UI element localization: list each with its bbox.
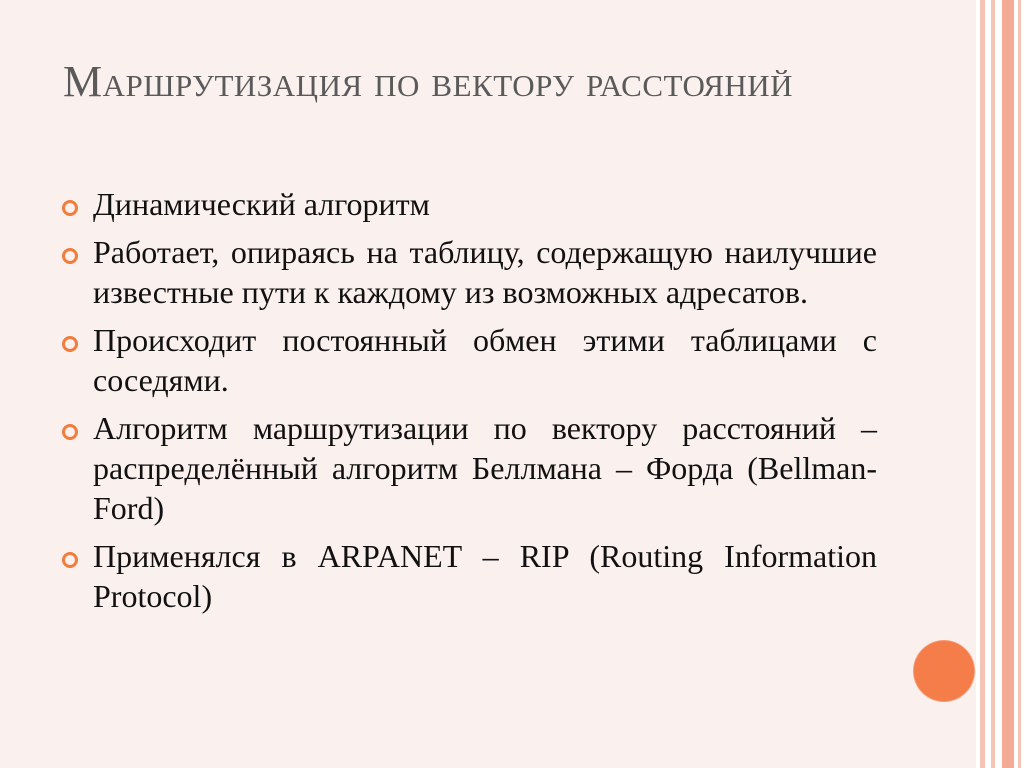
stripe: [991, 0, 995, 768]
bullet-item: [0, 232, 877, 312]
stripe: [1018, 0, 1021, 768]
circle-bullet-icon: [62, 336, 78, 352]
bullet-list: [0, 184, 940, 624]
bullet-item: [0, 536, 877, 616]
bullet-text: Применялся в ARPANET – RIP (Routing Information Protocol): [93, 538, 877, 614]
circle-bullet-icon: [62, 200, 78, 216]
bullet-item: [0, 184, 877, 224]
slide-title: Маршрутизация по вектору расстояний: [63, 57, 794, 106]
stripe: [980, 0, 985, 768]
circle-bullet-icon: [62, 248, 78, 264]
stripe: [1002, 0, 1014, 768]
bullet-text: Происходит постоянный обмен этими таблицами с соседями.: [93, 322, 877, 398]
bullet-text: Работает, опираясь на таблицу, содержащую наилучшие известные пути к каждому из возможных адресатов.: [93, 234, 877, 310]
circle-bullet-icon: [62, 552, 78, 568]
bullet-item: [0, 320, 877, 400]
bullet-text: Алгоритм маршрутизации по вектору расстояний – распределённый алгоритм Беллмана – Форда (Bellman-Ford): [93, 410, 877, 526]
bullet-item: [0, 408, 877, 528]
bullet-text: Динамический алгоритм: [93, 186, 430, 222]
decorative-stripes: [976, 0, 1024, 768]
circle-bullet-icon: [62, 424, 78, 440]
orange-circle-icon: [914, 641, 974, 701]
